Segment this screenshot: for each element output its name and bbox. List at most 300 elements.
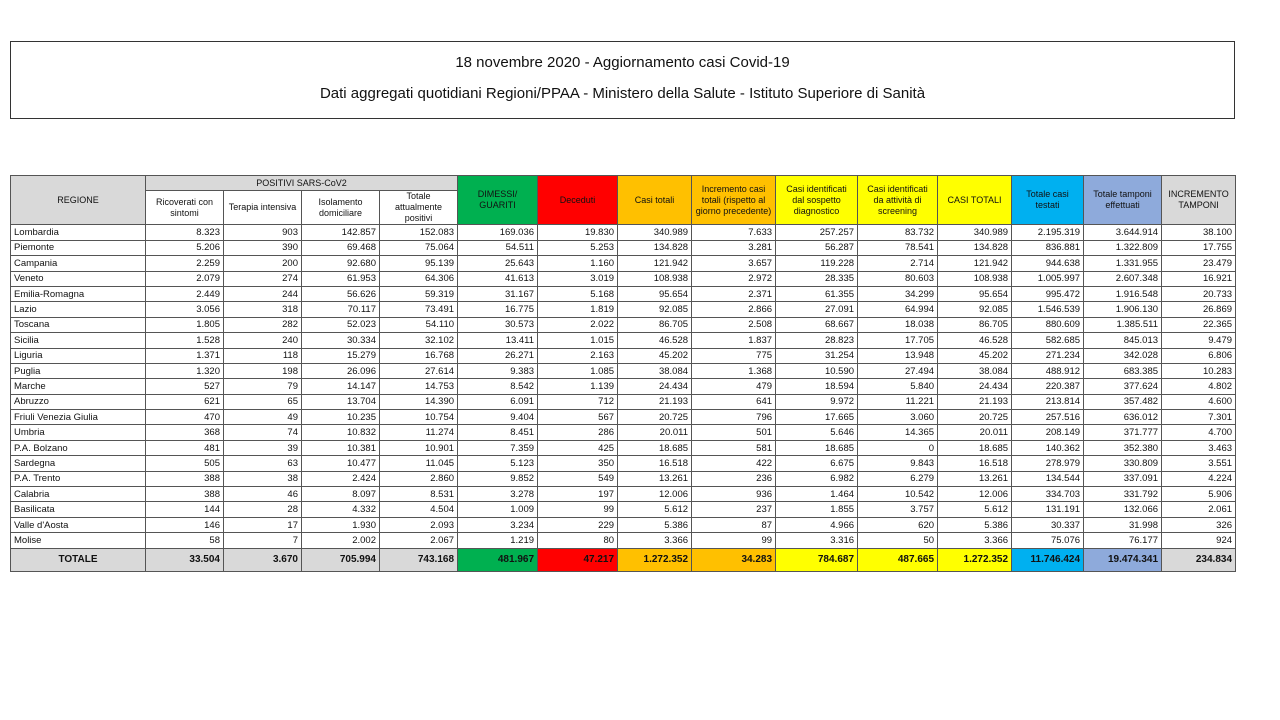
table-cell: 377.624: [1084, 379, 1162, 394]
table-cell: 13.261: [938, 471, 1012, 486]
table-cell: 488.912: [1012, 363, 1084, 378]
table-cell: 38: [224, 471, 302, 486]
table-cell: 567: [538, 410, 618, 425]
table-cell: 1.368: [692, 363, 776, 378]
col-isolamento: Isolamento domiciliare: [302, 191, 380, 225]
table-cell: 1.819: [538, 302, 618, 317]
table-cell: 6.279: [858, 471, 938, 486]
covid-data-table: [10, 175, 1236, 572]
table-cell: 505: [146, 456, 224, 471]
table-cell: 481: [146, 440, 224, 455]
table-cell: 18.685: [618, 440, 692, 455]
table-cell: 903: [224, 225, 302, 240]
table-cell: 140.362: [1012, 440, 1084, 455]
table-cell: 142.857: [302, 225, 380, 240]
table-cell: 61.355: [776, 286, 858, 301]
table-cell: 16.921: [1162, 271, 1236, 286]
table-cell: 75.076: [1012, 533, 1084, 548]
table-cell: 286: [538, 425, 618, 440]
table-cell: 4.504: [380, 502, 458, 517]
table-cell: 3.281: [692, 240, 776, 255]
table-cell: 501: [692, 425, 776, 440]
table-cell: 50: [858, 533, 938, 548]
total-row: [11, 548, 1236, 571]
table-row: [11, 379, 1236, 394]
table-cell: 34.299: [858, 286, 938, 301]
table-cell: 4.224: [1162, 471, 1236, 486]
table-row: [11, 487, 1236, 502]
table-cell: 25.643: [458, 256, 538, 271]
table-cell: 1.005.997: [1012, 271, 1084, 286]
table-cell: 5.840: [858, 379, 938, 394]
table-cell: 2.093: [380, 517, 458, 532]
region-name-cell: Abruzzo: [11, 394, 146, 409]
table-cell: 28.823: [776, 333, 858, 348]
table-cell: 11.221: [858, 394, 938, 409]
table-cell: 220.387: [1012, 379, 1084, 394]
table-cell: 56.287: [776, 240, 858, 255]
table-cell: 470: [146, 410, 224, 425]
table-cell: 340.989: [938, 225, 1012, 240]
table-cell: 20.733: [1162, 286, 1236, 301]
region-name-cell: Basilicata: [11, 502, 146, 517]
table-cell: 8.542: [458, 379, 538, 394]
table-cell: 337.091: [1084, 471, 1162, 486]
table-row: [11, 533, 1236, 548]
table-cell: 924: [1162, 533, 1236, 548]
region-name-cell: Valle d'Aosta: [11, 517, 146, 532]
total-cell: 33.504: [146, 548, 224, 571]
table-cell: 70.117: [302, 302, 380, 317]
table-cell: 479: [692, 379, 776, 394]
table-cell: 5.386: [938, 517, 1012, 532]
total-cell: 11.746.424: [1012, 548, 1084, 571]
table-cell: 4.966: [776, 517, 858, 532]
table-row: [11, 394, 1236, 409]
table-cell: 79: [224, 379, 302, 394]
table-row: [11, 517, 1236, 532]
table-cell: 31.167: [458, 286, 538, 301]
total-cell: 743.168: [380, 548, 458, 571]
table-cell: 13.261: [618, 471, 692, 486]
table-cell: 371.777: [1084, 425, 1162, 440]
table-cell: 23.479: [1162, 256, 1236, 271]
table-cell: 17.665: [776, 410, 858, 425]
table-row: [11, 440, 1236, 455]
table-cell: 118: [224, 348, 302, 363]
table-cell: 10.901: [380, 440, 458, 455]
table-cell: 86.705: [938, 317, 1012, 332]
table-cell: 1.464: [776, 487, 858, 502]
table-cell: 944.638: [1012, 256, 1084, 271]
table-row: [11, 302, 1236, 317]
table-cell: 2.022: [538, 317, 618, 332]
table-cell: 134.828: [938, 240, 1012, 255]
table-cell: 30.334: [302, 333, 380, 348]
table-cell: 144: [146, 502, 224, 517]
table-cell: 2.195.319: [1012, 225, 1084, 240]
table-cell: 45.202: [938, 348, 1012, 363]
table-cell: 6.982: [776, 471, 858, 486]
table-cell: 6.091: [458, 394, 538, 409]
table-cell: 4.802: [1162, 379, 1236, 394]
table-cell: 1.371: [146, 348, 224, 363]
table-cell: 10.542: [858, 487, 938, 502]
col-incremento-casi: Incremento casi totali (rispetto al giorno precedente): [692, 176, 776, 225]
table-cell: 3.644.914: [1084, 225, 1162, 240]
table-cell: 995.472: [1012, 286, 1084, 301]
page-title: 18 novembre 2020 - Aggiornamento casi Covid-19: [455, 54, 790, 71]
table-cell: 1.805: [146, 317, 224, 332]
table-cell: 331.792: [1084, 487, 1162, 502]
region-name-cell: P.A. Trento: [11, 471, 146, 486]
table-cell: 73.491: [380, 302, 458, 317]
table-cell: 17.705: [858, 333, 938, 348]
table-cell: 4.600: [1162, 394, 1236, 409]
table-cell: 2.079: [146, 271, 224, 286]
table-cell: 712: [538, 394, 618, 409]
table-row: [11, 456, 1236, 471]
total-cell: 481.967: [458, 548, 538, 571]
table-cell: 318: [224, 302, 302, 317]
table-cell: 8.323: [146, 225, 224, 240]
table-cell: 1.916.548: [1084, 286, 1162, 301]
table-cell: 7: [224, 533, 302, 548]
table-cell: 5.123: [458, 456, 538, 471]
table-cell: 3.019: [538, 271, 618, 286]
table-cell: 330.809: [1084, 456, 1162, 471]
table-cell: 11.274: [380, 425, 458, 440]
table-cell: 9.843: [858, 456, 938, 471]
table-cell: 213.814: [1012, 394, 1084, 409]
region-name-cell: Friuli Venezia Giulia: [11, 410, 146, 425]
table-cell: 28.335: [776, 271, 858, 286]
table-cell: 3.463: [1162, 440, 1236, 455]
table-cell: 16.768: [380, 348, 458, 363]
table-cell: 357.482: [1084, 394, 1162, 409]
table-cell: 4.332: [302, 502, 380, 517]
total-cell: 234.834: [1162, 548, 1236, 571]
region-name-cell: Umbria: [11, 425, 146, 440]
region-name-cell: Molise: [11, 533, 146, 548]
table-cell: 244: [224, 286, 302, 301]
total-cell: 47.217: [538, 548, 618, 571]
table-cell: 198: [224, 363, 302, 378]
table-cell: 1.855: [776, 502, 858, 517]
table-cell: 14.365: [858, 425, 938, 440]
table-cell: 26.869: [1162, 302, 1236, 317]
table-cell: 18.685: [776, 440, 858, 455]
table-cell: 2.860: [380, 471, 458, 486]
table-cell: 390: [224, 240, 302, 255]
table-cell: 6.675: [776, 456, 858, 471]
table-cell: 636.012: [1084, 410, 1162, 425]
col-totale-positivi: Totale attualmente positivi: [380, 191, 458, 225]
table-cell: 17: [224, 517, 302, 532]
table-cell: 775: [692, 348, 776, 363]
region-name-cell: Puglia: [11, 363, 146, 378]
table-cell: 388: [146, 487, 224, 502]
table-row: [11, 502, 1236, 517]
table-cell: 16.775: [458, 302, 538, 317]
table-cell: 3.551: [1162, 456, 1236, 471]
region-name-cell: Toscana: [11, 317, 146, 332]
table-cell: 350: [538, 456, 618, 471]
table-cell: 936: [692, 487, 776, 502]
table-cell: 20.011: [618, 425, 692, 440]
table-cell: 5.253: [538, 240, 618, 255]
table-cell: 197: [538, 487, 618, 502]
table-cell: 87: [692, 517, 776, 532]
table-cell: 30.337: [1012, 517, 1084, 532]
table-cell: 880.609: [1012, 317, 1084, 332]
table-cell: 64.306: [380, 271, 458, 286]
table-cell: 8.451: [458, 425, 538, 440]
table-cell: 3.657: [692, 256, 776, 271]
table-cell: 12.006: [938, 487, 1012, 502]
table-cell: 152.083: [380, 225, 458, 240]
table-cell: 2.061: [1162, 502, 1236, 517]
total-cell: 1.272.352: [618, 548, 692, 571]
table-cell: 52.023: [302, 317, 380, 332]
region-name-cell: Sicilia: [11, 333, 146, 348]
col-screening: Casi identificati da attività di screening: [858, 176, 938, 225]
table-cell: 237: [692, 502, 776, 517]
table-cell: 425: [538, 440, 618, 455]
table-cell: 1.015: [538, 333, 618, 348]
table-cell: 27.091: [776, 302, 858, 317]
table-cell: 95.654: [618, 286, 692, 301]
table-cell: 257.516: [1012, 410, 1084, 425]
table-cell: 2.424: [302, 471, 380, 486]
table-cell: 20.011: [938, 425, 1012, 440]
table-row: [11, 410, 1236, 425]
table-cell: 10.235: [302, 410, 380, 425]
table-cell: 21.193: [938, 394, 1012, 409]
table-cell: 46.528: [618, 333, 692, 348]
table-cell: 26.271: [458, 348, 538, 363]
table-row: [11, 317, 1236, 332]
table-cell: 2.067: [380, 533, 458, 548]
table-cell: 121.942: [618, 256, 692, 271]
table-cell: 2.449: [146, 286, 224, 301]
table-cell: 61.953: [302, 271, 380, 286]
region-name-cell: Calabria: [11, 487, 146, 502]
table-cell: 134.828: [618, 240, 692, 255]
table-cell: 2.259: [146, 256, 224, 271]
table-cell: 5.612: [938, 502, 1012, 517]
table-cell: 26.096: [302, 363, 380, 378]
table-cell: 3.060: [858, 410, 938, 425]
table-row: [11, 471, 1236, 486]
table-cell: 5.168: [538, 286, 618, 301]
table-cell: 38.084: [938, 363, 1012, 378]
table-cell: 13.948: [858, 348, 938, 363]
col-ricoverati: Ricoverati con sintomi: [146, 191, 224, 225]
table-cell: 641: [692, 394, 776, 409]
table-cell: 271.234: [1012, 348, 1084, 363]
table-cell: 10.477: [302, 456, 380, 471]
table-cell: 2.972: [692, 271, 776, 286]
col-incremento-tamponi: INCREMENTO TAMPONI: [1162, 176, 1236, 225]
table-cell: 2.508: [692, 317, 776, 332]
table-cell: 10.754: [380, 410, 458, 425]
table-cell: 3.366: [618, 533, 692, 548]
table-cell: 1.219: [458, 533, 538, 548]
table-cell: 581: [692, 440, 776, 455]
table-cell: 14.147: [302, 379, 380, 394]
table-cell: 108.938: [618, 271, 692, 286]
table-cell: 1.930: [302, 517, 380, 532]
table-cell: 99: [538, 502, 618, 517]
col-sospetto: Casi identificati dal sospetto diagnostico: [776, 176, 858, 225]
table-cell: 2.607.348: [1084, 271, 1162, 286]
table-cell: 39: [224, 440, 302, 455]
table-cell: 796: [692, 410, 776, 425]
table-cell: 388: [146, 471, 224, 486]
table-row: [11, 425, 1236, 440]
col-casi-totali-2: CASI TOTALI: [938, 176, 1012, 225]
table-cell: 92.680: [302, 256, 380, 271]
table-cell: 352.380: [1084, 440, 1162, 455]
table-cell: 229: [538, 517, 618, 532]
table-cell: 46: [224, 487, 302, 502]
table-cell: 22.365: [1162, 317, 1236, 332]
table-cell: 56.626: [302, 286, 380, 301]
table-cell: 1.837: [692, 333, 776, 348]
table-cell: 92.085: [938, 302, 1012, 317]
table-cell: 236: [692, 471, 776, 486]
table-cell: 131.191: [1012, 502, 1084, 517]
table-cell: 257.257: [776, 225, 858, 240]
table-cell: 58: [146, 533, 224, 548]
table-cell: 621: [146, 394, 224, 409]
table-cell: 1.009: [458, 502, 538, 517]
table-cell: 15.279: [302, 348, 380, 363]
table-cell: 95.139: [380, 256, 458, 271]
table-cell: 1.906.130: [1084, 302, 1162, 317]
col-casi-totali: Casi totali: [618, 176, 692, 225]
region-name-cell: Liguria: [11, 348, 146, 363]
table-cell: 7.633: [692, 225, 776, 240]
region-name-cell: Lombardia: [11, 225, 146, 240]
table-cell: 9.479: [1162, 333, 1236, 348]
table-cell: 83.732: [858, 225, 938, 240]
table-cell: 5.646: [776, 425, 858, 440]
table-cell: 80: [538, 533, 618, 548]
region-name-cell: Campania: [11, 256, 146, 271]
table-cell: 10.832: [302, 425, 380, 440]
region-name-cell: Emilia-Romagna: [11, 286, 146, 301]
table-cell: 30.573: [458, 317, 538, 332]
table-cell: 24.434: [938, 379, 1012, 394]
title-box: [10, 41, 1235, 119]
total-cell: 34.283: [692, 548, 776, 571]
col-regione: REGIONE: [11, 176, 146, 225]
table-cell: 3.056: [146, 302, 224, 317]
table-cell: 32.102: [380, 333, 458, 348]
table-cell: 64.994: [858, 302, 938, 317]
region-name-cell: Lazio: [11, 302, 146, 317]
table-cell: 41.613: [458, 271, 538, 286]
region-name-cell: Veneto: [11, 271, 146, 286]
table-row: [11, 271, 1236, 286]
table-cell: 59.319: [380, 286, 458, 301]
total-cell: 784.687: [776, 548, 858, 571]
table-cell: 12.006: [618, 487, 692, 502]
table-cell: 20.725: [618, 410, 692, 425]
table-cell: 108.938: [938, 271, 1012, 286]
table-cell: 68.667: [776, 317, 858, 332]
table-cell: 10.283: [1162, 363, 1236, 378]
table-row: [11, 225, 1236, 240]
table-cell: 121.942: [938, 256, 1012, 271]
col-deceduti: Deceduti: [538, 176, 618, 225]
table-cell: 49: [224, 410, 302, 425]
table-row: [11, 240, 1236, 255]
table-cell: 1.160: [538, 256, 618, 271]
col-tamponi: Totale tamponi effettuati: [1084, 176, 1162, 225]
table-cell: 1.528: [146, 333, 224, 348]
table-cell: 2.163: [538, 348, 618, 363]
col-dimessi: DIMESSI/ GUARITI: [458, 176, 538, 225]
table-cell: 16.518: [618, 456, 692, 471]
table-cell: 3.316: [776, 533, 858, 548]
table-cell: 9.972: [776, 394, 858, 409]
table-cell: 28: [224, 502, 302, 517]
table-cell: 334.703: [1012, 487, 1084, 502]
col-testati: Totale casi testati: [1012, 176, 1084, 225]
table-cell: 5.386: [618, 517, 692, 532]
table-cell: 2.714: [858, 256, 938, 271]
table-cell: 18.038: [858, 317, 938, 332]
table-cell: 76.177: [1084, 533, 1162, 548]
table-cell: 240: [224, 333, 302, 348]
table-cell: 5.612: [618, 502, 692, 517]
page-subtitle: Dati aggregati quotidiani Regioni/PPAA - Ministero della Salute - Istituto Superiore di Sanità: [319, 85, 926, 102]
table-cell: 3.234: [458, 517, 538, 532]
table-cell: 1.546.539: [1012, 302, 1084, 317]
table-cell: 683.385: [1084, 363, 1162, 378]
table-cell: 6.806: [1162, 348, 1236, 363]
table-cell: 5.206: [146, 240, 224, 255]
table-cell: 422: [692, 456, 776, 471]
table-cell: 74: [224, 425, 302, 440]
table-body: [11, 225, 1236, 571]
region-name-cell: Marche: [11, 379, 146, 394]
region-name-cell: Piemonte: [11, 240, 146, 255]
total-cell: 705.994: [302, 548, 380, 571]
table-cell: 63: [224, 456, 302, 471]
table-cell: 1.385.511: [1084, 317, 1162, 332]
table-cell: 16.518: [938, 456, 1012, 471]
table-cell: 9.383: [458, 363, 538, 378]
table-cell: 208.149: [1012, 425, 1084, 440]
table-cell: 0: [858, 440, 938, 455]
table-cell: 200: [224, 256, 302, 271]
table-cell: 3.757: [858, 502, 938, 517]
total-cell: 3.670: [224, 548, 302, 571]
table-cell: 549: [538, 471, 618, 486]
table-cell: 19.830: [538, 225, 618, 240]
table-cell: 78.541: [858, 240, 938, 255]
table-cell: 8.097: [302, 487, 380, 502]
table-cell: 282: [224, 317, 302, 332]
col-terapia: Terapia intensiva: [224, 191, 302, 225]
table-cell: 92.085: [618, 302, 692, 317]
table-cell: 18.594: [776, 379, 858, 394]
table-cell: 326: [1162, 517, 1236, 532]
